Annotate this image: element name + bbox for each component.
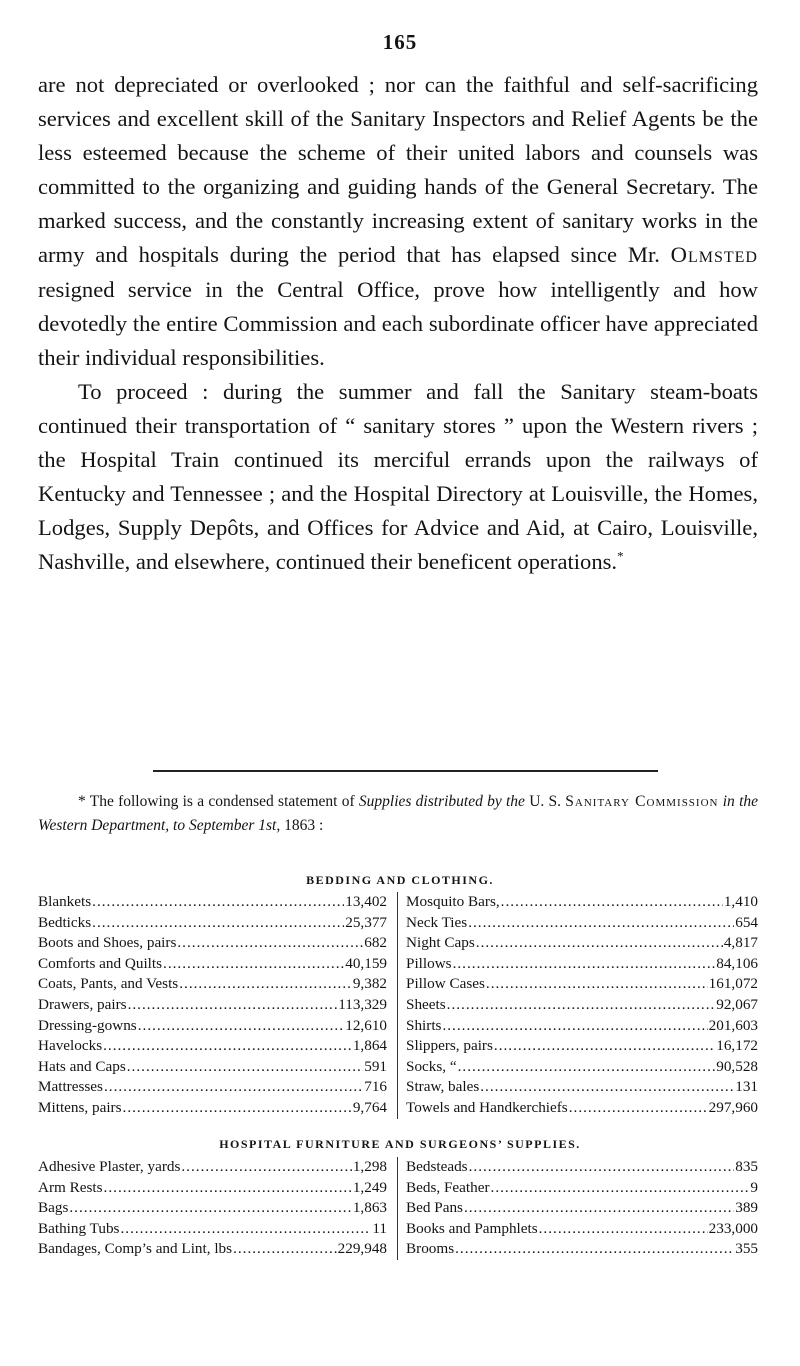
- item-label: Havelocks: [38, 1037, 103, 1055]
- text-run: in: [718, 793, 735, 810]
- item-label: Socks, “: [406, 1057, 457, 1075]
- item-quantity: 1,410: [723, 893, 758, 910]
- table-row: [406, 933, 758, 954]
- dot-leader: [468, 913, 734, 934]
- text-run: 1863 :: [280, 817, 324, 834]
- table-row: [38, 974, 387, 995]
- item-quantity: 1,298: [352, 1158, 387, 1175]
- dot-leader: [163, 954, 344, 975]
- item-label: Neck Ties: [406, 913, 468, 931]
- item-quantity: 9,764: [352, 1098, 387, 1116]
- page-number: 165: [382, 30, 418, 54]
- table-row: [38, 933, 387, 954]
- text-run: resigned service in the Central Office, prove how intelligently and how devotedly the entire Commission and each subordinate officer have appreciated their individual responsibilities.: [38, 276, 758, 370]
- item-label: Night Caps: [406, 934, 475, 952]
- text-run: U. S.: [524, 793, 566, 810]
- item-quantity: 1,249: [352, 1178, 387, 1196]
- item-label: Arm Rests: [38, 1178, 103, 1196]
- dot-leader: [104, 1077, 363, 1098]
- dot-leader: [138, 1016, 345, 1037]
- table-row: [406, 1057, 758, 1078]
- table-row: [38, 1098, 387, 1119]
- item-quantity: 297,960: [708, 1098, 758, 1116]
- dot-leader: [539, 1219, 708, 1240]
- footnote-divider: [153, 770, 658, 772]
- item-label: Bags: [38, 1199, 69, 1217]
- table-row: [38, 1219, 387, 1240]
- item-quantity: 113,329: [338, 995, 387, 1013]
- item-quantity: 11: [372, 1219, 387, 1237]
- footnote-text: [38, 790, 758, 838]
- item-label: Dressing-gowns: [38, 1016, 137, 1034]
- item-quantity: 16,172: [716, 1037, 758, 1055]
- table-row: [406, 974, 758, 995]
- table-row: [406, 1178, 758, 1199]
- item-label: Shirts: [406, 1016, 442, 1034]
- item-quantity: 90,528: [716, 1057, 758, 1075]
- body-text: [38, 68, 758, 579]
- item-quantity: 654: [735, 913, 758, 931]
- table-row: [38, 1077, 387, 1098]
- table-row: [406, 1198, 758, 1219]
- item-quantity: 1,863: [352, 1199, 387, 1217]
- table-row: [406, 892, 758, 913]
- table-row: [406, 1098, 758, 1119]
- item-label: Drawers, pairs: [38, 995, 127, 1013]
- supplies-table-hospital: [38, 1157, 758, 1260]
- dot-leader: [464, 1198, 734, 1219]
- dot-leader: [494, 1036, 715, 1057]
- item-label: Towels and Handkerchiefs: [406, 1098, 568, 1116]
- dot-leader: [92, 913, 344, 934]
- dot-leader: [569, 1098, 708, 1119]
- dot-leader: [455, 1239, 734, 1260]
- dot-leader: [469, 1157, 735, 1178]
- table-row: [406, 995, 758, 1016]
- dot-leader: [104, 1178, 352, 1199]
- dot-leader: [233, 1239, 337, 1260]
- dot-leader: [442, 1016, 707, 1037]
- item-label: Bedsteads: [406, 1158, 468, 1175]
- item-label: Beds, Feather: [406, 1178, 490, 1196]
- item-quantity: 355: [735, 1240, 758, 1258]
- item-quantity: 92,067: [716, 995, 758, 1013]
- dot-leader: [127, 1057, 363, 1078]
- item-quantity: 84,106: [716, 954, 758, 972]
- item-label: Bed Pans: [406, 1199, 463, 1217]
- item-quantity: 131: [735, 1078, 758, 1096]
- text-run: * The following is a condensed statement of: [78, 793, 359, 810]
- item-quantity: 13,402: [345, 893, 387, 910]
- dot-leader: [123, 1098, 352, 1119]
- table-row: [406, 1239, 758, 1260]
- table-row: [38, 995, 387, 1016]
- item-quantity: 161,072: [708, 975, 758, 993]
- item-label: Sheets: [406, 995, 446, 1013]
- table-row: [406, 1016, 758, 1037]
- item-label: Hats and Caps: [38, 1057, 126, 1075]
- table-row: [38, 1178, 387, 1199]
- table-column-right: [398, 892, 758, 1119]
- item-label: Pillow Cases: [406, 975, 485, 993]
- table-row: [38, 913, 387, 934]
- table-row: [406, 1219, 758, 1240]
- table-column-left: [38, 892, 398, 1119]
- paragraph: [38, 375, 758, 580]
- table-row: [406, 1077, 758, 1098]
- item-label: Pillows: [406, 954, 452, 972]
- item-label: Bedticks: [38, 913, 92, 931]
- item-label: Comforts and Quilts: [38, 954, 163, 972]
- item-quantity: 1,864: [352, 1037, 387, 1055]
- dot-leader: [447, 995, 716, 1016]
- item-label: Brooms: [406, 1240, 455, 1258]
- table-row: [38, 954, 387, 975]
- table-row: [38, 892, 387, 913]
- dot-leader: [92, 892, 344, 913]
- text-run: Sanitary Commission: [565, 793, 719, 810]
- item-label: Slippers, pairs: [406, 1037, 493, 1055]
- item-quantity: 9: [750, 1178, 758, 1196]
- item-label: Bandages, Comp’s and Lint, lbs: [38, 1240, 233, 1258]
- table-row: [38, 1057, 387, 1078]
- table-row: [38, 1157, 387, 1178]
- item-label: Adhesive Plaster, yards: [38, 1158, 181, 1175]
- text-run: Supplies distributed by the: [358, 793, 525, 810]
- item-quantity: 9,382: [352, 975, 387, 993]
- dot-leader: [177, 933, 363, 954]
- dot-leader: [480, 1077, 734, 1098]
- item-quantity: 12,610: [345, 1016, 387, 1034]
- text-run: To proceed : during the summer and fall the Sanitary steam-boats continued their transportation of “ sanitary stores ” upon the Western rivers ; the Hospital Train continued its merciful errands upon the railways of Kentucky and Tennessee ; and the Hospital Directory at Louisville, the Homes, Lodges, Supply Depôts, and Offices for Advice and Aid, at Cairo, Louisville, Nashville, and elsewhere, continued their beneficent operations.: [38, 378, 758, 575]
- table-column-left: [38, 1157, 398, 1260]
- dot-leader: [476, 933, 723, 954]
- item-label: Boots and Shoes, pairs: [38, 934, 177, 952]
- supplies-table-bedding: [38, 892, 758, 1119]
- item-quantity: 835: [735, 1158, 758, 1175]
- dot-leader: [486, 974, 708, 995]
- dot-leader: [501, 892, 723, 913]
- table-row: [406, 954, 758, 975]
- section-heading-bedding: BEDDING AND CLOTHING.: [306, 873, 494, 887]
- dot-leader: [453, 954, 716, 975]
- item-quantity: 591: [364, 1057, 387, 1075]
- table-row: [38, 1239, 387, 1260]
- item-label: Mattresses: [38, 1078, 103, 1096]
- item-quantity: 40,159: [345, 954, 387, 972]
- dot-leader: [491, 1178, 750, 1199]
- item-label: Coats, Pants, and Vests: [38, 975, 179, 993]
- dot-leader: [103, 1036, 352, 1057]
- dot-leader: [179, 974, 352, 995]
- item-label: Mittens, pairs: [38, 1098, 122, 1116]
- item-quantity: 233,000: [708, 1219, 758, 1237]
- dot-leader: [458, 1057, 716, 1078]
- item-quantity: 25,377: [345, 913, 387, 931]
- dot-leader: [69, 1198, 351, 1219]
- table-row: [406, 1157, 758, 1178]
- item-label: Mosquito Bars,: [406, 893, 500, 910]
- item-quantity: 389: [735, 1199, 758, 1217]
- table-row: [38, 1198, 387, 1219]
- item-quantity: 229,948: [337, 1240, 387, 1258]
- table-row: [406, 1036, 758, 1057]
- text-run: are not depreciated or overlooked ; nor can the faithful and self-sacrificing services and excellent skill of the Sanitary Inspectors and Relief Agents be the less esteemed because the scheme of their united labors and counsels was committed to the organizing and guiding hands of the General Secretary. The marked success, and the constantly increasing extent of sanitary works in the army and hospitals during the period that has elapsed since Mr.: [38, 72, 758, 268]
- table-row: [38, 1036, 387, 1057]
- footnote-marker: *: [617, 548, 624, 564]
- item-label: Straw, bales: [406, 1078, 480, 1096]
- item-label: Books and Pamphlets: [406, 1219, 538, 1237]
- text-run: 1st,: [258, 817, 281, 834]
- text-run: the Western Department, to September: [38, 793, 759, 834]
- table-column-right: [398, 1157, 758, 1260]
- name-olmsted: Olmsted: [670, 242, 758, 268]
- section-heading-hospital: HOSPITAL FURNITURE AND SURGEONS’ SUPPLIES.: [219, 1137, 581, 1151]
- paragraph: [38, 68, 758, 375]
- item-label: Blankets: [38, 893, 92, 910]
- dot-leader: [120, 1219, 371, 1240]
- dot-leader: [128, 995, 338, 1016]
- item-label: Bathing Tubs: [38, 1219, 120, 1237]
- item-quantity: 716: [364, 1078, 387, 1096]
- item-quantity: 201,603: [708, 1016, 758, 1034]
- item-quantity: 4,817: [723, 934, 758, 952]
- footnote: [38, 790, 758, 838]
- dot-leader: [181, 1157, 351, 1178]
- item-quantity: 682: [364, 934, 387, 952]
- table-row: [406, 913, 758, 934]
- table-row: [38, 1016, 387, 1037]
